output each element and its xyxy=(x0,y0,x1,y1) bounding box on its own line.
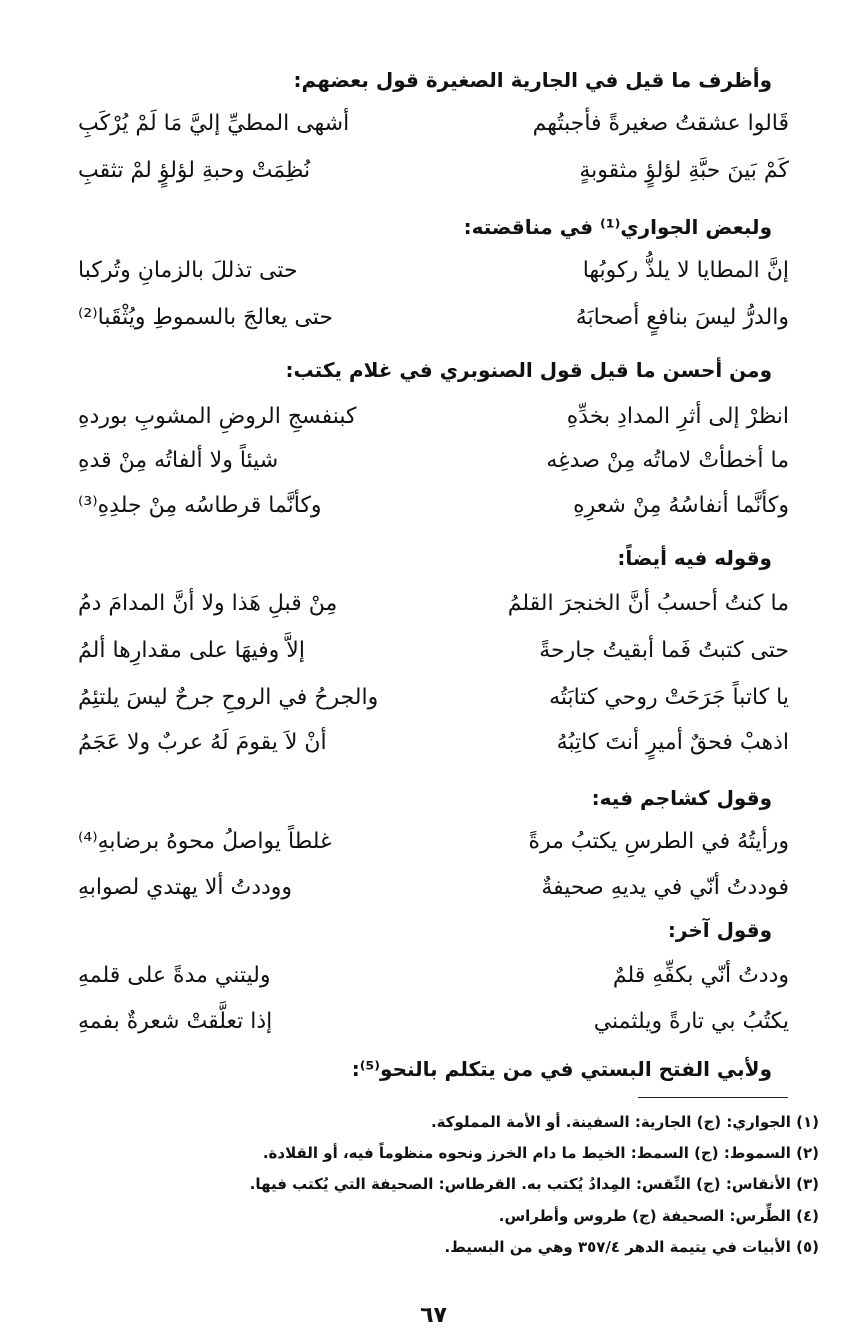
verse-first-hemistich: انظرْ إلى أثرِ المدادِ بخدِّهِ xyxy=(566,404,789,429)
verse-second-hemistich: والجرحُ في الروحِ جرحٌ ليسَ يلتئِمُ xyxy=(78,685,379,710)
verse-second-hemistich: غلطاً يواصلُ محوهُ برضابهِ⁽⁴⁾ xyxy=(78,829,332,854)
verse-first-hemistich: إنَّ المطايا لا يلذُّ ركوبُها xyxy=(582,258,789,283)
section-intro: وأظرف ما قيل في الجارية الصغيرة قول بعضهم: xyxy=(293,68,772,92)
section-intro: ولبعض الجواري⁽¹⁾ في مناقضته: xyxy=(463,215,772,239)
verse-first-hemistich: يا كاتباً جَرَحَتْ روحي كتابَتُه xyxy=(549,685,789,710)
verse-first-hemistich: وكأنَّما أنفاسُهُ مِنْ شعرِهِ xyxy=(573,493,789,518)
verse-second-hemistich: وليتني مدةً على قلمهِ xyxy=(78,963,271,988)
footnote: (٢) السموط: (ج) السمط: الخيط ما دام الخرز ونحوه منظوماً فيه، أو القلادة. xyxy=(262,1144,819,1162)
verse-second-hemistich: حتى يعالجَ بالسموطِ ويُثْقَبا⁽²⁾ xyxy=(78,305,333,330)
section-intro: وقول آخر: xyxy=(667,918,772,942)
verse-first-hemistich: ورأيتُهُ في الطرسِ يكتبُ مرةً xyxy=(528,829,789,854)
verse-first-hemistich: قَالوا عشقتُ صغيرةً فأجبتُهم xyxy=(532,111,789,136)
footnote: (٥) الأبيات في يتيمة الدهر ٣٥٧/٤ وهي من البسيط. xyxy=(444,1238,819,1256)
verse-second-hemistich: حتى تذللَ بالزمانِ وتُركبا xyxy=(78,258,298,283)
verse-first-hemistich: ما كنتُ أحسبُ أنَّ الخنجرَ القلمُ xyxy=(507,591,789,616)
verse-second-hemistich: كبنفسجِ الروضِ المشوبِ بوردهِ xyxy=(78,404,357,429)
footnote: (١) الجواري: (ج) الجارية: السفينة. أو الأمة المملوكة. xyxy=(430,1113,819,1131)
verse-first-hemistich: وددتُ أنّي بكفِّهِ قلمٌ xyxy=(612,963,789,988)
verse-second-hemistich: أنْ لاَ يقومَ لَهُ عربٌ ولا عَجَمُ xyxy=(78,730,327,755)
page-number: ٦٧ xyxy=(420,1303,447,1328)
verse-second-hemistich: مِنْ قبلِ هَذا ولا أنَّ المدامَ دمُ xyxy=(78,591,338,616)
verse-second-hemistich: إلاَّ وفيهَا على مقدارِها ألمُ xyxy=(78,638,305,663)
verse-second-hemistich: نُظِمَتْ وحبةِ لؤلؤٍ لمْ تثقبِ xyxy=(78,158,311,183)
verse-first-hemistich: حتى كتبتُ فَما أبقيتُ جارحةً xyxy=(539,638,789,663)
verse-first-hemistich: يكتُبُ بي تارةً ويلثمني xyxy=(593,1009,789,1034)
verse-first-hemistich: فوددتُ أنّي في يديهِ صحيفةٌ xyxy=(541,875,789,900)
verse-first-hemistich: اذهبْ فحقٌ أميرٍ أنتَ كاتِبُهُ xyxy=(556,730,789,755)
verse-second-hemistich: ووددتُ ألا يهتدي لصوابهِ xyxy=(78,875,293,900)
verse-second-hemistich: إذا تعلَّقتْ شعرةٌ بفمهِ xyxy=(78,1009,273,1034)
section-intro: وقول كشاجم فيه: xyxy=(591,786,772,810)
footnote: (٣) الأنقاس: (ج) النِّقس: المِدادُ يُكتب به. القرطاس: الصحيفة التي يُكتب فيها. xyxy=(249,1175,819,1193)
verse-first-hemistich: والدرُّ ليسَ بنافعٍ أصحابَهُ xyxy=(575,305,789,330)
footnote: (٤) الطِّرس: الصحيفة (ج) طروس وأطراس. xyxy=(498,1207,819,1225)
section-intro: ولأبي الفتح البستي في من يتكلم بالنحو⁽⁵⁾: xyxy=(351,1057,772,1081)
verse-first-hemistich: كَمْ بَينَ حبَّةِ لؤلؤٍ مثقوبةٍ xyxy=(579,158,789,183)
section-intro: وقوله فيه أيضاً: xyxy=(617,546,772,570)
verse-second-hemistich: أشهى المطيِّ إليَّ مَا لَمْ يُرْكَبِ xyxy=(78,111,350,136)
section-intro: ومن أحسن ما قيل قول الصنوبري في غلام يكتب: xyxy=(285,358,772,382)
verse-second-hemistich: وكأنَّما قرطاسُه مِنْ جلدِهِ⁽³⁾ xyxy=(78,493,322,518)
verse-second-hemistich: شيئاً ولا ألفاتُه مِنْ قدهِ xyxy=(78,448,279,473)
footnote-divider xyxy=(638,1097,788,1098)
verse-first-hemistich: ما أخطأتْ لاماتُه مِنْ صدغِه xyxy=(546,448,789,473)
